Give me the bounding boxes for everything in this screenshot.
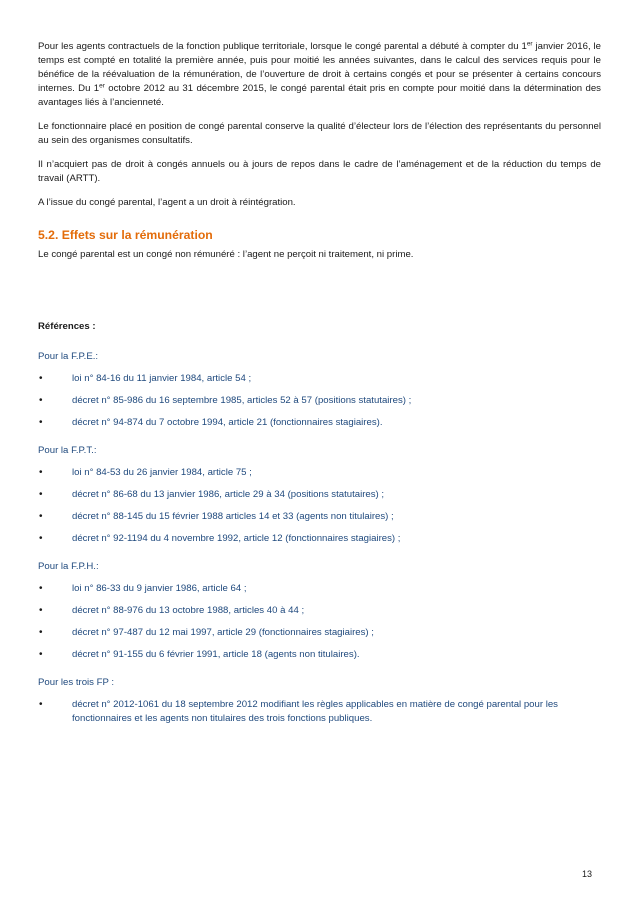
section-text: Le congé parental est un congé non rémunéré : l’agent ne perçoit ni traitement, ni prime.: [38, 249, 414, 260]
reference-item: [38, 372, 601, 386]
reference-group-list: [38, 698, 601, 726]
paragraph-text: octobre 2012 au 31 décembre 2015, le congé parental était pris en compte pour moitié dans la détermination des avantages liés à l’ancienneté.: [38, 83, 601, 108]
reference-item: [38, 626, 601, 640]
reference-item: [38, 648, 601, 662]
reference-text: décret n° 88-145 du 15 février 1988 articles 14 et 33 (agents non titulaires) ;: [72, 511, 394, 522]
reference-text: décret n° 92-1194 du 4 novembre 1992, article 12 (fonctionnaires stagiaires) ;: [72, 533, 401, 544]
reference-item: [38, 532, 601, 546]
section-heading: 5.2. Effets sur la rémunération: [38, 228, 213, 242]
page-content: [38, 40, 601, 740]
bullet-icon: •: [39, 511, 43, 522]
paragraph-contract-agents: [38, 40, 601, 110]
superscript: er: [526, 40, 533, 48]
reference-item: [38, 582, 601, 596]
paragraph-text: Pour les agents contractuels de la fonction publique territoriale, lorsque le congé parental a débuté à compter du 1: [38, 41, 527, 52]
references-list: [38, 350, 601, 726]
reference-text: décret n° 85-986 du 16 septembre 1985, articles 52 à 57 (positions statutaires) ;: [72, 395, 412, 406]
reference-text: décret n° 88-976 du 13 octobre 1988, articles 40 à 44 ;: [72, 605, 305, 616]
reference-text: loi n° 84-53 du 26 janvier 1984, article 75 ;: [72, 467, 252, 478]
reference-item: [38, 488, 601, 502]
bullet-icon: •: [39, 627, 43, 638]
bullet-icon: •: [39, 649, 43, 660]
bullet-icon: •: [39, 583, 43, 594]
bullet-icon: •: [39, 533, 43, 544]
reference-item: [38, 394, 601, 408]
reference-text: décret n° 97-487 du 12 mai 1997, article 29 (fonctionnaires stagiaires) ;: [72, 627, 374, 638]
reference-group-list: [38, 372, 601, 430]
superscript: er: [99, 82, 105, 90]
reference-item: [38, 604, 601, 618]
bullet-icon: •: [39, 467, 43, 478]
bullet-icon: •: [39, 605, 43, 616]
paragraph-text: janvier 2016, le temps est compté en totalité la première année, puis pour moitié les années suivantes, dans le calcul des services requis pour le bénéfice de la réévaluation de la rémunération, de l’ouverture de droit à certains congés et pour se présenter à certains concours internes. Du 1: [38, 41, 601, 94]
reference-group-title: Pour les trois FP :: [38, 677, 115, 688]
reference-group-title: Pour la F.P.E.:: [38, 351, 99, 362]
reference-group-title: Pour la F.P.T.:: [38, 445, 97, 456]
paragraph-elector: Le fonctionnaire placé en position de congé parental conserve la qualité d’électeur lors de l’élection des représentants du personnel au sein des organismes consultatifs.: [38, 121, 601, 146]
reference-item: [38, 698, 601, 726]
reference-group-title: Pour la F.P.H.:: [38, 561, 99, 572]
reference-text: loi n° 86-33 du 9 janvier 1986, article 64 ;: [72, 583, 247, 594]
reference-text: décret n° 91-155 du 6 février 1991, article 18 (agents non titulaires).: [72, 649, 360, 660]
bullet-icon: •: [39, 395, 43, 406]
reference-item: [38, 510, 601, 524]
bullet-icon: •: [39, 373, 43, 384]
bullet-icon: •: [39, 699, 43, 710]
bullet-icon: •: [39, 489, 43, 500]
reference-text: décret n° 86-68 du 13 janvier 1986, article 29 à 34 (positions statutaires) ;: [72, 489, 385, 500]
reference-text: loi n° 84-16 du 11 janvier 1984, article 54 ;: [72, 373, 252, 384]
references-title: Références :: [38, 321, 96, 332]
reference-text: décret n° 2012-1061 du 18 septembre 2012 modifiant les règles applicables en matière de congé parental pour les fonctionnaires et les agents non titulaires des trois fonctions publiques.: [72, 699, 558, 724]
bullet-icon: •: [39, 417, 43, 428]
reference-group-list: [38, 582, 601, 662]
reference-item: [38, 416, 601, 430]
reference-group-list: [38, 466, 601, 546]
page-number: 13: [582, 869, 593, 879]
reference-item: [38, 466, 601, 480]
paragraph-reintegration: A l’issue du congé parental, l’agent a un droit à réintégration.: [38, 197, 296, 208]
reference-text: décret n° 94-874 du 7 octobre 1994, article 21 (fonctionnaires stagiaires).: [72, 417, 383, 428]
paragraph-artt: Il n’acquiert pas de droit à congés annuels ou à jours de repos dans le cadre de l’aménagement et de la réduction du temps de travail (ARTT).: [38, 159, 601, 184]
